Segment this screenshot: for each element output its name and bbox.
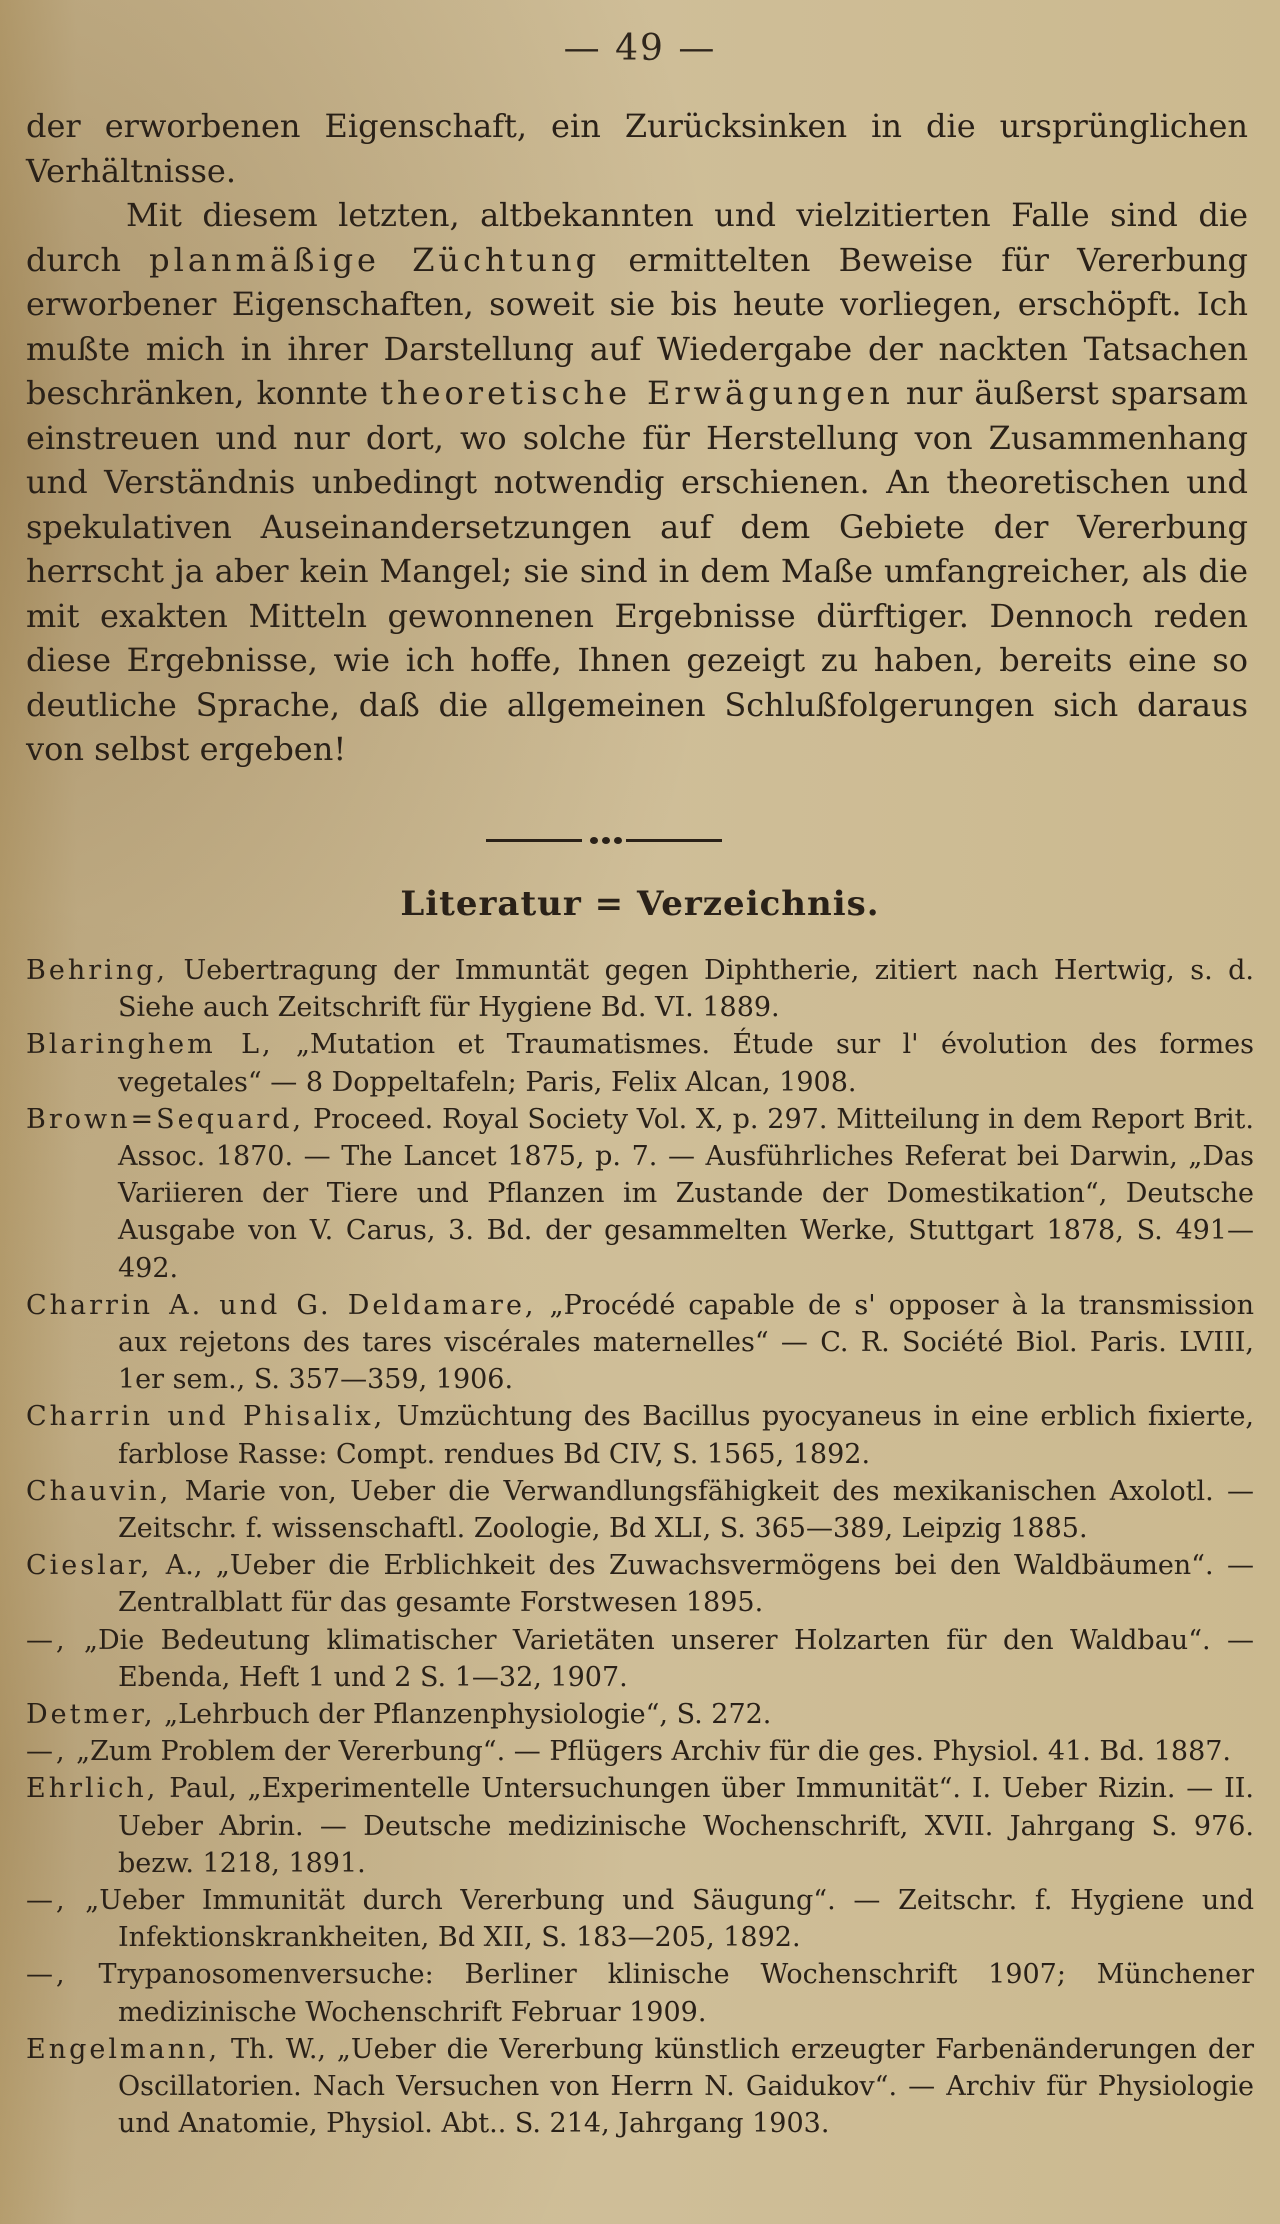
reference-text: Marie von, Ueber die Verwandlungsfähigkeit des mexikanischen Axolotl. — Zeitschr. f. wissenschaftl. Zoologie, Bd XLI, S. 365—389, Leipzig 1885. bbox=[118, 1475, 1254, 1545]
reference-entry bbox=[26, 1733, 1254, 1770]
reference-author: —, bbox=[26, 1959, 68, 1991]
reference-author: Chauvin, bbox=[26, 1475, 172, 1507]
reference-entry bbox=[26, 1770, 1254, 1882]
reference-author: —, bbox=[26, 1624, 68, 1656]
reference-author: —, bbox=[26, 1736, 68, 1768]
reference-text: Paul, „Experimentelle Untersuchungen über Immunität“. I. Ueber Rizin. — II. Ueber Abrin. — Deutsche medizinische Wochenschrift, XVII. Jahrgang S. 976. bezw. 1218, 1891. bbox=[118, 1773, 1254, 1879]
reference-text: Umzüchtung des Bacillus pyocyaneus in eine erblich fixierte, farblose Rasse: Compt. rendues Bd CIV, S. 1565, 1892. bbox=[118, 1401, 1255, 1470]
reference-author: Engelmann, bbox=[26, 2033, 221, 2065]
divider-line-right bbox=[626, 839, 722, 842]
reference-entry bbox=[26, 1547, 1254, 1621]
reference-author: Charrin A. und G. Deldamare, bbox=[26, 1289, 537, 1321]
reference-entry bbox=[26, 1398, 1254, 1472]
reference-entry bbox=[26, 1882, 1254, 1956]
paragraph-1 bbox=[26, 104, 1248, 193]
emphasized-term: planmäßige Züchtung bbox=[149, 240, 601, 279]
reference-text: „Mutation et Traumatismes. Étude sur l' évolution des formes vegetales“ — 8 Doppeltafeln; Paris, Felix Alcan, 1908. bbox=[118, 1029, 1255, 1098]
reference-list bbox=[26, 952, 1254, 2143]
reference-entry bbox=[26, 1622, 1254, 1696]
body-text bbox=[26, 104, 1248, 772]
divider-dot bbox=[614, 837, 622, 844]
reference-entry bbox=[26, 1696, 1254, 1733]
reference-author: Ehrlich, bbox=[26, 1773, 159, 1805]
reference-text: „Ueber Immunität durch Vererbung und Säugung“. — Zeitschr. f. Hygiene und Infektionskrankheiten, Bd XII, S. 183—205, 1892. bbox=[67, 1885, 1254, 1954]
divider-dot bbox=[602, 837, 610, 844]
reference-author: Brown=Sequard, bbox=[26, 1103, 305, 1135]
paragraph-text: ermittelten Beweise für Vererbung erworbener Eigenschaften, soweit sie bis heute vorliegen, erschöpft. Ich mußte mich in ihrer Darstellung auf Wiedergabe der nackten Tatsachen beschränken, konnte bbox=[26, 240, 1248, 412]
reference-text: „Die Bedeutung klimatischer Varietäten unserer Holzarten für den Waldbau“. — Ebenda, Heft 1 und 2 S. 1—32, 1907. bbox=[67, 1624, 1254, 1693]
paragraph-text: Mit diesem letzten, altbekannten und vielzitierten Falle sind die durch bbox=[26, 196, 1248, 279]
paragraph-text: der erworbenen Eigenschaft, ein Zurücksinken in die ursprünglichen Verhältnisse. bbox=[26, 107, 1248, 190]
paragraph-2 bbox=[26, 193, 1248, 772]
reference-entry bbox=[26, 1956, 1254, 2030]
reference-entry bbox=[26, 1101, 1254, 1287]
reference-text: „Zum Problem der Vererbung“. — Pflügers Archiv für die ges. Physiol. 41. Bd. 1887. bbox=[67, 1736, 1232, 1768]
reference-text: Th. W., „Ueber die Vererbung künstlich erzeugter Farbenänderungen der Oscillatorien. Nach Versuchen von Herrn N. Gaidukov“. — Archiv für Physiologie und Anatomie, Physiol. Abt.. S. 214, Jahrgang 1903. bbox=[118, 2033, 1254, 2140]
reference-author: Cieslar, bbox=[26, 1550, 153, 1582]
page-number: — 49 — bbox=[563, 28, 717, 69]
reference-entry bbox=[26, 2031, 1254, 2143]
reference-author: —, bbox=[26, 1885, 68, 1917]
divider-line-left bbox=[486, 839, 582, 842]
literature-heading: Literatur = Verzeichnis. bbox=[400, 884, 880, 924]
reference-entry bbox=[26, 952, 1254, 1026]
reference-text: „Lehrbuch der Pflanzenphysiologie“, S. 272. bbox=[155, 1699, 772, 1731]
reference-text: Uebertragung der Immuntät gegen Diphtherie, zitiert nach Hertwig, s. d. Siehe auch Zeitschrift für Hygiene Bd. VI. 1889. bbox=[118, 955, 1254, 1024]
reference-text: „Procédé capable de s' opposer à la transmission aux rejetons des tares viscérales maternelles“ — C. R. Société Biol. Paris. LVIII, 1er sem., S. 357—359, 1906. bbox=[118, 1289, 1254, 1396]
reference-entry bbox=[26, 1287, 1254, 1399]
reference-author: Behring, bbox=[26, 955, 169, 986]
emphasized-term: theoretische Erwägungen bbox=[380, 374, 894, 412]
divider-dot bbox=[590, 837, 598, 844]
reference-entry bbox=[26, 1026, 1254, 1100]
reference-text: A., „Ueber die Erblichkeit des Zuwachsvermögens bei den Waldbäumen“. — Zentralblatt für das gesamte Forstwesen 1895. bbox=[118, 1550, 1254, 1619]
reference-text: Proceed. Royal Society Vol. X, p. 297. Mitteilung in dem Report Brit. Assoc. 1870. — The Lancet 1875, p. 7. — Ausführliches Referat bei Darwin, „Das Variieren der Tiere und Pflanzen im Zustande der Domestikation“, Deutsche Ausgabe von V. Carus, 3. Bd. der gesammelten Werke, Stuttgart 1878, S. 491—492. bbox=[118, 1103, 1254, 1284]
reference-author: Blaringhem L, bbox=[26, 1029, 274, 1061]
reference-entry bbox=[26, 1473, 1254, 1547]
reference-text: Trypanosomenversuche: Berliner klinische Wochenschrift 1907; Münchener medizinische Wochenschrift Februar 1909. bbox=[67, 1959, 1254, 2028]
paragraph-text: nur äußerst sparsam einstreuen und nur dort, wo solche für Herstellung von Zusammenhang und Verständnis unbedingt notwendig erschienen. An theoretischen und spekulativen Auseinandersetzungen auf dem Gebiete der Vererbung herrscht ja aber kein Mangel; sie sind in dem Maße umfangreicher, als die mit exakten Mitteln gewonnenen Ergebnisse dürftiger. Dennoch reden diese Ergebnisse, wie ich hoffe, Ihnen gezeigt zu haben, bereits eine so deutliche Sprache, daß die allgemeinen Schlußfolgerungen sich daraus von selbst ergeben! bbox=[26, 374, 1249, 768]
reference-author: Charrin und Phisalix, bbox=[26, 1401, 386, 1433]
reference-author: Detmer, bbox=[26, 1699, 156, 1731]
ornamental-divider bbox=[486, 836, 722, 844]
